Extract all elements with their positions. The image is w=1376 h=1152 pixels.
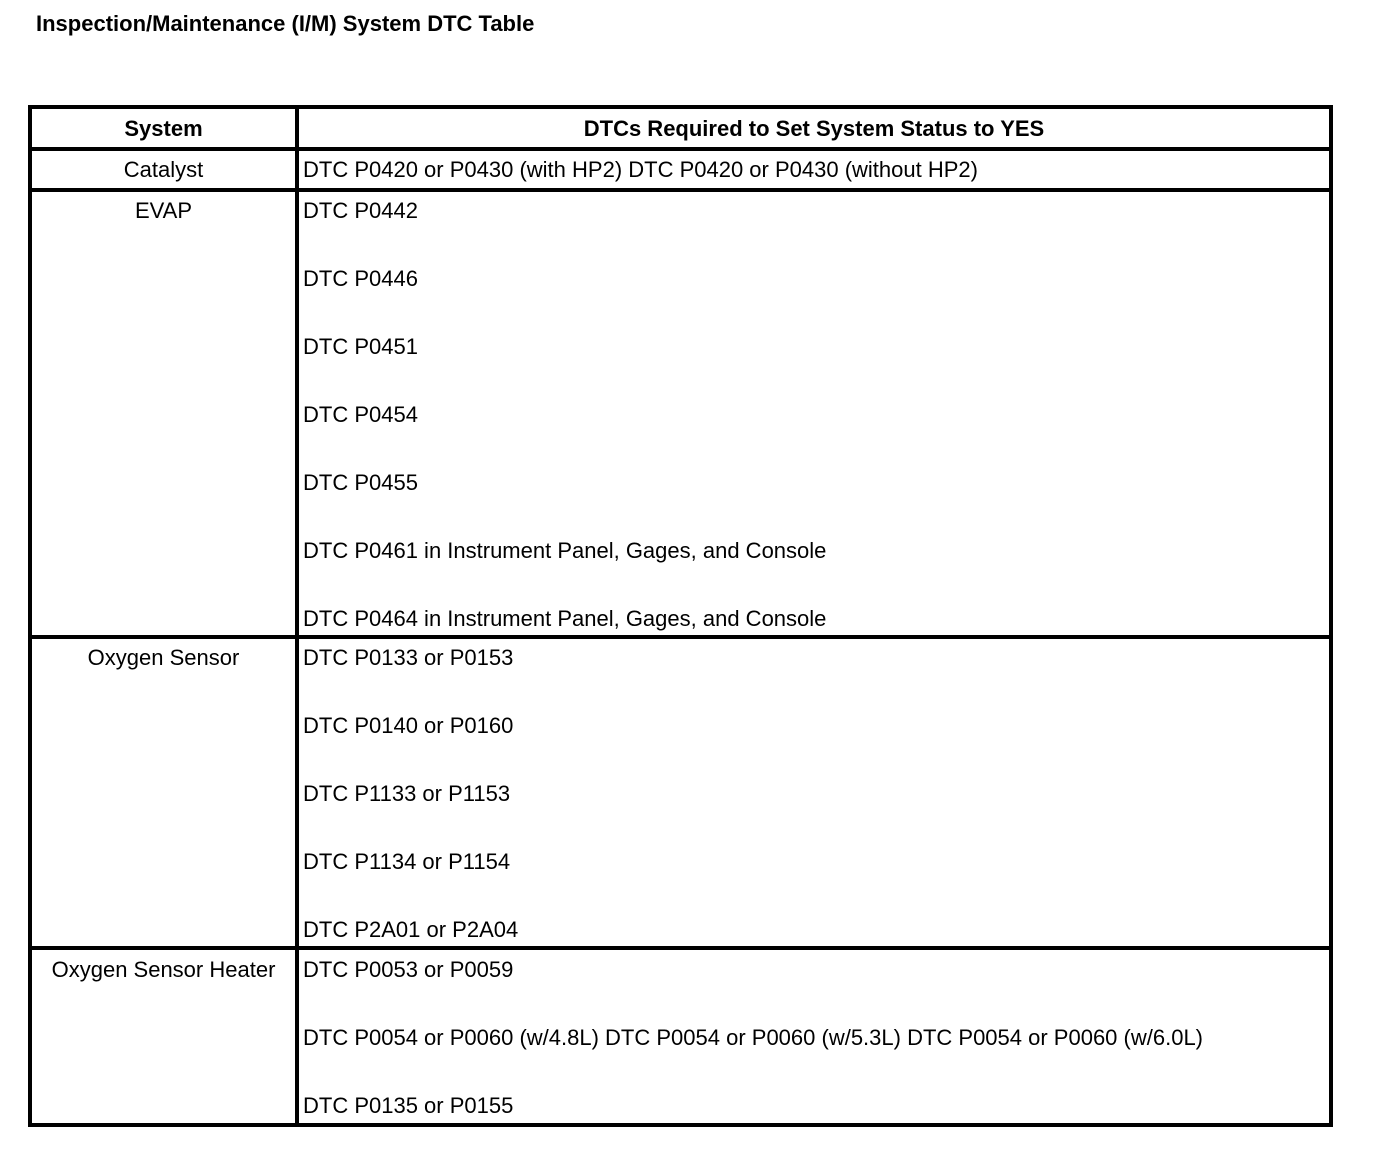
dtc-list-oxygen-sensor-heater <box>303 953 1203 1123</box>
system-oxygen-sensor: Oxygen Sensor <box>87 645 240 670</box>
dtc-table <box>28 105 1333 1127</box>
column-divider <box>295 109 299 1123</box>
row-divider <box>32 147 1329 151</box>
dtc-item: DTC P1133 or P1153 <box>303 781 511 806</box>
header-dtcs: DTCs Required to Set System Status to YES <box>583 116 1045 141</box>
dtc-item: DTC P2A01 or P2A04 <box>303 917 519 942</box>
header-system: System <box>124 116 203 141</box>
system-catalyst: Catalyst <box>123 157 204 182</box>
dtc-item: DTC P0140 or P0160 <box>303 713 514 738</box>
dtc-item: DTC P0461 in Instrument Panel, Gages, and Console <box>303 538 827 563</box>
dtc-item: DTC P0420 or P0430 (with HP2) DTC P0420 or P0430 (without HP2) <box>303 157 978 182</box>
dtc-item: DTC P0135 or P0155 <box>303 1093 514 1118</box>
dtc-item: DTC P0442 <box>303 198 418 223</box>
system-evap: EVAP <box>134 198 193 223</box>
dtc-item: DTC P0464 in Instrument Panel, Gages, and Console <box>303 606 827 631</box>
dtc-item: DTC P0454 <box>303 402 418 427</box>
dtc-list-evap <box>303 194 826 636</box>
system-oxygen-sensor-heater: Oxygen Sensor Heater <box>51 957 276 982</box>
dtc-item: DTC P0133 or P0153 <box>303 645 514 670</box>
row-divider <box>32 188 1329 192</box>
dtc-item: DTC P0053 or P0059 <box>303 957 514 982</box>
dtc-list-catalyst <box>303 153 978 187</box>
dtc-list-oxygen-sensor <box>303 641 518 947</box>
dtc-item: DTC P0446 <box>303 266 418 291</box>
page-title: Inspection/Maintenance (I/M) System DTC Table <box>36 11 535 36</box>
dtc-item: DTC P0054 or P0060 (w/4.8L) DTC P0054 or P0060 (w/5.3L) DTC P0054 or P0060 (w/6.0L) <box>303 1025 1204 1050</box>
dtc-item: DTC P1134 or P1154 <box>303 849 511 874</box>
dtc-item: DTC P0455 <box>303 470 418 495</box>
dtc-item: DTC P0451 <box>303 334 418 359</box>
row-divider <box>32 946 1329 950</box>
